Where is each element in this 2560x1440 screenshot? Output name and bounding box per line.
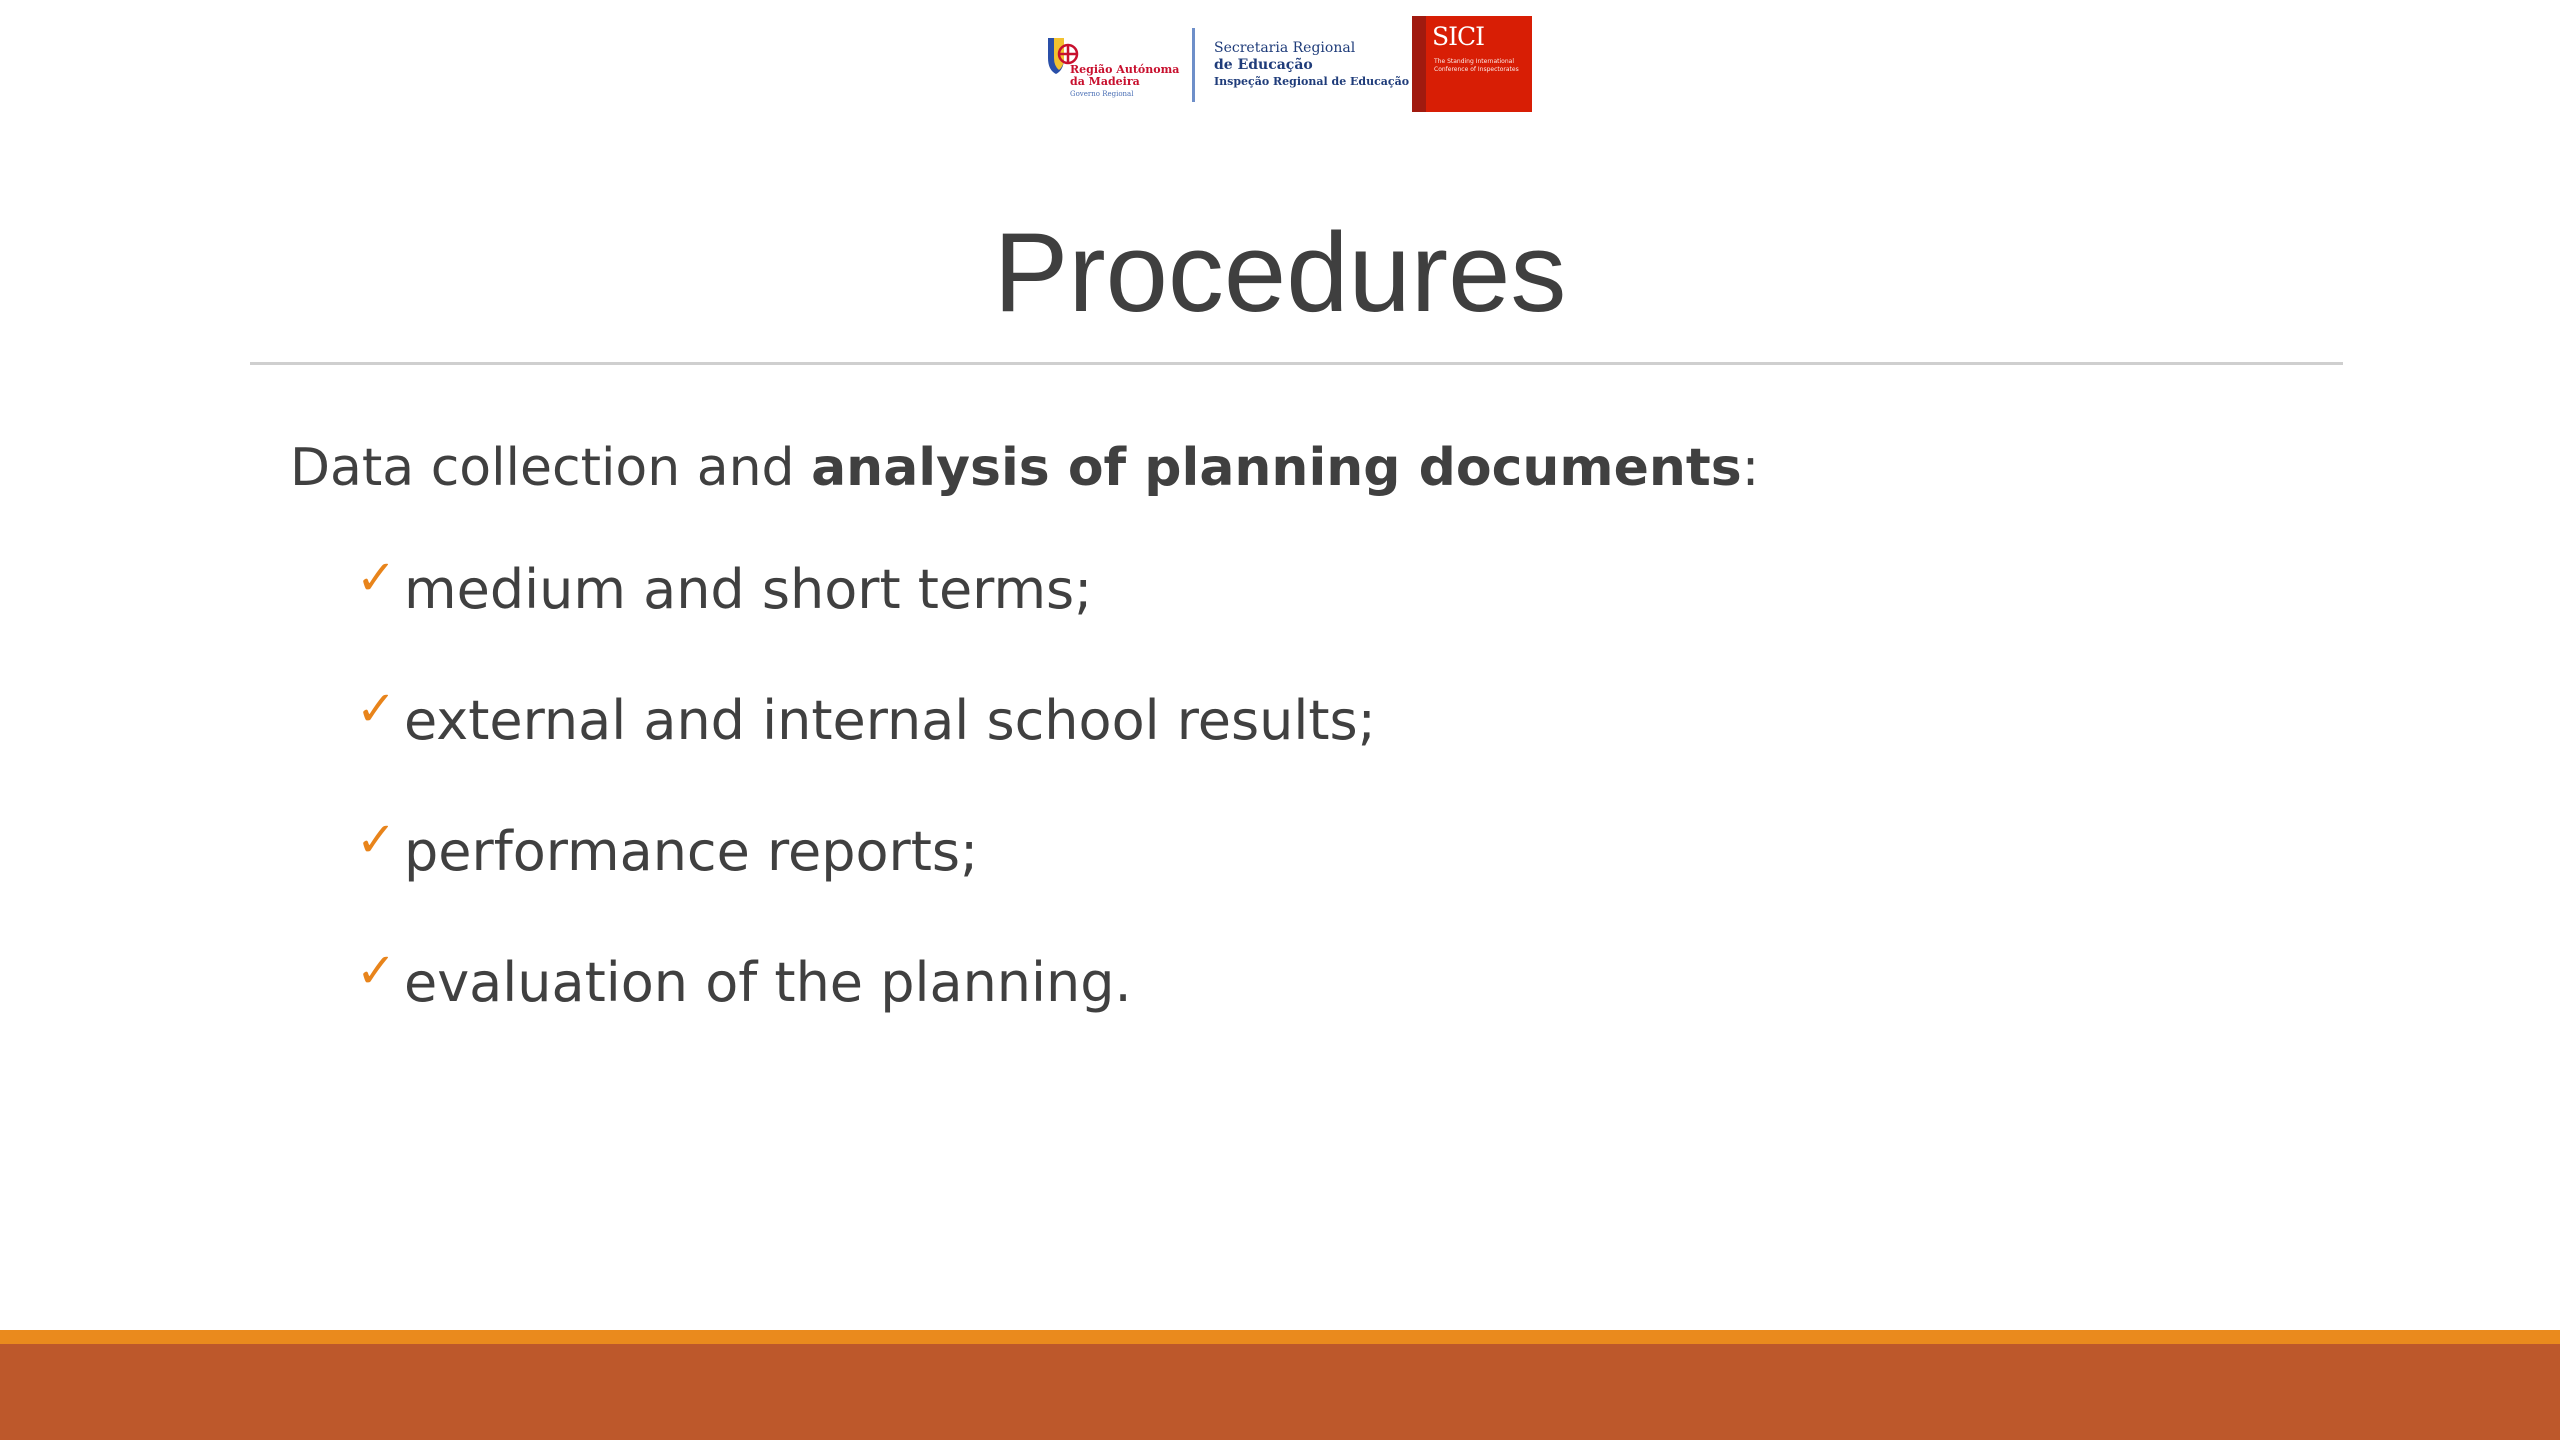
footer-band <box>0 1344 2560 1440</box>
region-line2: da Madeira <box>1070 75 1140 88</box>
region-line3: Governo Regional <box>1070 90 1134 98</box>
bullet-text: performance reports; <box>404 820 979 883</box>
checkmark-icon: ✓ <box>356 681 397 737</box>
lead-bold: analysis of planning documents <box>811 438 1742 498</box>
bullet-text: evaluation of the planning. <box>404 951 1132 1014</box>
bullet-text: medium and short terms; <box>404 558 1093 621</box>
secretaria-line1: Secretaria Regional <box>1214 40 1356 56</box>
checkmark-icon: ✓ <box>356 550 397 606</box>
lead-paragraph <box>290 438 1759 498</box>
logo-divider <box>1192 28 1195 102</box>
checkmark-icon: ✓ <box>356 943 397 999</box>
bullet-text: external and internal school results; <box>404 689 1376 752</box>
checkmark-icon: ✓ <box>356 812 397 868</box>
secretaria-logo-text <box>1214 40 1409 90</box>
secretaria-line2: de Educação <box>1214 57 1313 73</box>
title-underline <box>250 362 2343 365</box>
secretaria-line3: Inspeção Regional de Educação <box>1214 75 1410 88</box>
region-line1: Região Autónoma <box>1070 63 1180 76</box>
sici-logo <box>1412 16 1532 112</box>
sici-subtitle: The Standing International Conference of Inspectorates <box>1434 58 1519 73</box>
sici-logo-bar <box>1412 16 1426 112</box>
regiao-autonoma-text <box>1070 64 1179 100</box>
lead-prefix: Data collection and <box>290 438 812 498</box>
sici-title: SICI <box>1432 22 1485 51</box>
footer-accent-stripe <box>0 1330 2560 1344</box>
header-logos <box>1044 14 1534 112</box>
regiao-autonoma-logo <box>1044 24 1194 112</box>
lead-suffix: : <box>1741 438 1760 498</box>
slide-title: Procedures <box>993 210 1567 335</box>
